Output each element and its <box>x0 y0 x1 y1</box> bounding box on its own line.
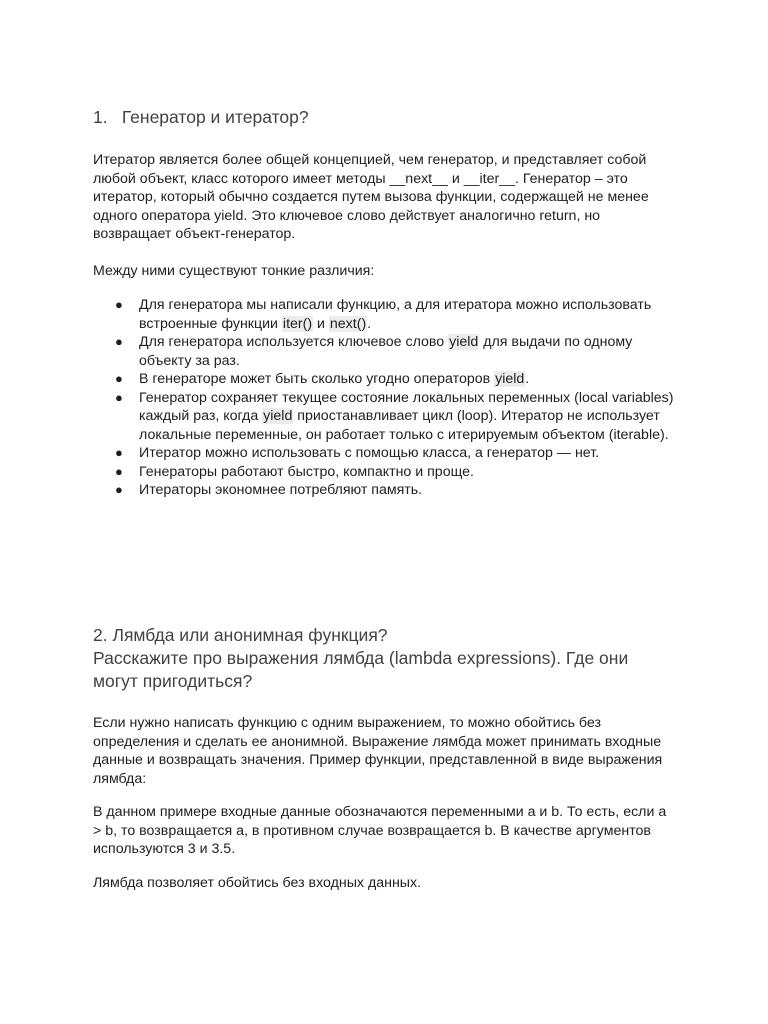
inline-code: yield <box>449 334 479 350</box>
inline-code: iter() <box>282 315 313 332</box>
list-item: ● Генераторы работают быстро, компактно и проще. <box>115 463 474 480</box>
differences-list <box>93 296 678 500</box>
section1-heading <box>93 106 309 128</box>
section2-paragraph-3: Лямбда позволяет обойтись без входных данных. <box>93 875 422 891</box>
section2-heading <box>93 624 673 693</box>
section1-title: Генератор и итератор? <box>121 107 309 127</box>
bullet-icon: ● <box>115 334 123 349</box>
section2-paragraph-1: Если нужно написать функцию с одним выражением, то можно обойтись без определения и сделать ее анонимной. Выражение лямбда может принимать входные данные и возвращать значения. Пример функции, представленной в виде выражения лямбда: <box>93 715 663 787</box>
list-item: ● Итератор можно использовать с помощью класса, а генератор — нет. <box>115 445 600 461</box>
bullet-icon: ● <box>115 297 123 312</box>
bullet-icon: ● <box>115 463 123 479</box>
bullet-icon: ● <box>115 371 123 386</box>
bullet-icon: ● <box>115 445 123 460</box>
bullet-icon: ● <box>115 482 123 497</box>
section2-title-line2: Расскажите про выражения лямбда (lambda expressions). Где они могут пригодиться? <box>93 648 629 691</box>
section1-intro-paragraph: Итератор является более общей концепцией, чем генератор, и представляет собой любой объект, класс которого имеет методы __next__ и __iter__. Генератор – это итератор, который обычно создается путем вызова функции, содержащей не менее одного оператора yield. Это ключевое слово действует аналогично return, но возвращает объект-генератор. <box>93 152 649 242</box>
bullet-icon: ● <box>115 389 123 405</box>
section2-paragraph-2: В данном примере входные данные обозначаются переменными a и b. То есть, если a > b, то возвращается a, в противном случае возвращается b. В качестве аргументов используются 3 и 3.5. <box>93 804 667 857</box>
list-item: ● Для генератора используется ключевое слово yield для выдачи по одному объекту за раз. <box>115 334 633 369</box>
list-item: ● Генератор сохраняет текущее состояние локальных переменных (local variables) каждый раз, когда yield приостанавливает цикл (loop). Итератор не использует локальные переменные, он работает только с итерируемым объектом (iterable). <box>115 389 674 443</box>
section2-title-line1: 2. Лямбда или анонимная функция? <box>93 625 388 645</box>
list-item: ● В генераторе может быть сколько угодно операторов yield. <box>115 371 530 387</box>
list-item: ● Для генератора мы написали функцию, а для итератора можно использовать встроенные функции iter() и next(). <box>115 297 652 332</box>
section1-number: 1. <box>93 107 108 127</box>
inline-code: next() <box>329 315 367 332</box>
section1-differences-lead: Между ними существуют тонкие различия: <box>93 263 375 279</box>
inline-code: yield <box>495 371 525 387</box>
list-item: ● Итераторы экономнее потребляют память. <box>115 482 423 498</box>
inline-code: yield <box>263 408 293 424</box>
